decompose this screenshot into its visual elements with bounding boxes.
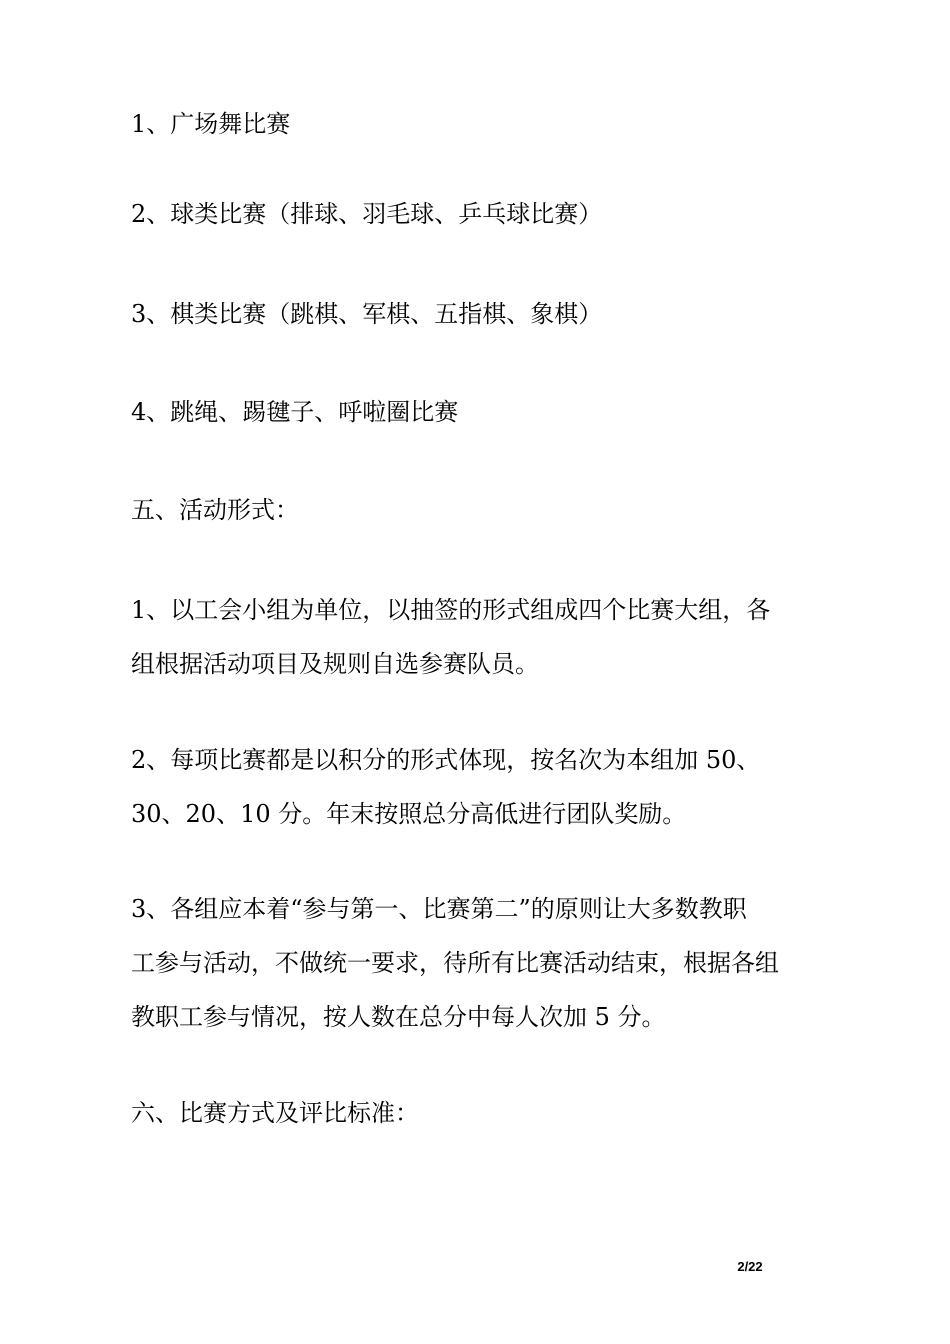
text-line: 组根据活动项目及规则自选参赛队员。: [131, 650, 539, 678]
text-line: 1、以工会小组为单位，以抽签的形式组成四个比赛大组，各: [131, 596, 771, 624]
text-line: 3、各组应本着“参与第一、比赛第二”的原则让大多数教职: [131, 895, 747, 923]
section-heading-activity-form: [131, 483, 831, 537]
text-line: 30、20、10 分。年末按照总分高低进行团队奖励。: [131, 800, 687, 828]
page-number: 2/22: [737, 1259, 763, 1274]
list-item-square-dance: [131, 97, 831, 151]
paragraph-form-1: [131, 583, 831, 691]
text-line: 五、活动形式：: [131, 496, 299, 524]
paragraph-form-2: [131, 733, 831, 841]
text-line: 4、跳绳、踢毽子、呼啦圈比赛: [131, 398, 459, 426]
text-line: 教职工参与情况，按人数在总分中每人次加 5 分。: [131, 1003, 666, 1031]
list-item-ball-games: [131, 187, 831, 241]
list-item-rope-games: [131, 385, 831, 439]
paragraph-form-3: [131, 882, 831, 1044]
text-line: 2、每项比赛都是以积分的形式体现，按名次为本组加 50、: [131, 746, 761, 774]
text-line: 1、广场舞比赛: [131, 110, 291, 138]
text-line: 六、比赛方式及评比标准：: [131, 1099, 419, 1127]
list-item-chess-games: [131, 287, 831, 341]
section-heading-competition-method: [131, 1086, 831, 1140]
text-line: 工参与活动，不做统一要求，待所有比赛活动结束，根据各组: [131, 949, 779, 977]
text-line: 2、球类比赛（排球、羽毛球、乒乓球比赛）: [131, 200, 603, 228]
text-line: 3、棋类比赛（跳棋、军棋、五指棋、象棋）: [131, 300, 603, 328]
